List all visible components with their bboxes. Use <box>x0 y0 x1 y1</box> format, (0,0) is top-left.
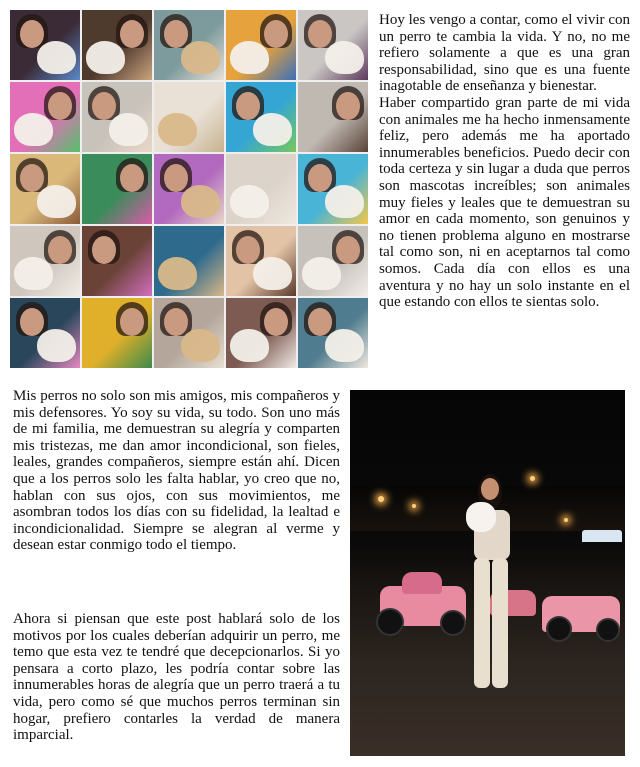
person-face <box>120 20 144 48</box>
conclusion-paragraph: Ahora si piensan que este post hablará solo de los motivos por los cuales deberían adquirir un perro, me temo que esta vez te tendré que decepcionarlos. Si yo pensara a corto plazo, les podría contar sobre las innumerables horas de alegría que un perro traerá a tu vida, pero como sé que muchos perros terminan sin hogar, prefiero contarles la verdad de manera imparcial. <box>13 611 340 744</box>
dog <box>86 41 125 75</box>
person-face <box>336 92 360 120</box>
collage-photo <box>10 298 80 368</box>
collage-photo <box>298 10 368 80</box>
collage-photo <box>298 298 368 368</box>
person-face <box>308 164 332 192</box>
street-light <box>412 504 416 508</box>
collage-photo <box>226 10 296 80</box>
dog <box>14 113 53 147</box>
girl-face <box>481 478 499 500</box>
dog <box>158 113 197 147</box>
dog <box>302 257 341 291</box>
dog <box>325 329 364 363</box>
collage-photo <box>82 154 152 224</box>
person-face <box>20 164 44 192</box>
toy-car-wheel <box>440 610 466 636</box>
dog <box>37 41 76 75</box>
collage-photo <box>10 82 80 152</box>
white-dog <box>466 502 496 532</box>
dog <box>181 329 220 363</box>
person-face <box>120 164 144 192</box>
person-face <box>308 308 332 336</box>
person-face <box>236 92 260 120</box>
collage-photo <box>154 82 224 152</box>
person-face <box>264 308 288 336</box>
tent <box>582 530 622 542</box>
dog <box>181 41 220 75</box>
person-face <box>48 236 72 264</box>
intro-text-block <box>379 12 630 311</box>
dog <box>37 329 76 363</box>
photo-collage <box>10 10 368 368</box>
collage-photo <box>82 226 152 296</box>
dog <box>230 41 269 75</box>
collage-photo <box>226 82 296 152</box>
person-face <box>20 20 44 48</box>
collage-photo <box>154 226 224 296</box>
collage-photo <box>298 154 368 224</box>
collage-photo <box>154 298 224 368</box>
person-face <box>308 20 332 48</box>
person-face <box>164 308 188 336</box>
collage-photo <box>10 226 80 296</box>
collage-photo <box>154 154 224 224</box>
street-light <box>530 476 535 481</box>
dog <box>230 329 269 363</box>
person-face <box>120 308 144 336</box>
girl-leg <box>492 558 508 688</box>
dog <box>109 113 148 147</box>
dog <box>181 185 220 219</box>
collage-photo <box>298 226 368 296</box>
person-face <box>48 92 72 120</box>
dog <box>158 257 197 291</box>
dog <box>230 185 269 219</box>
dog <box>14 257 53 291</box>
friends-paragraph: Mis perros no solo son mis amigos, mis compañeros y mis defensores. Yo soy su vida, su todo. Son uno más de mi familia, me demuestran su alegría y comparten mis tristezas, me dan amor incondicional, son fieles, leales, grandes compañeros, siempre están ahí. Dicen que a los perros solo les falta hablar, yo creo que no, hablan con sus ojos, con sus movimientos, me asombran todos los días con su fidelidad, la lealtad e incondicionalidad. Siempre se alegran al verme y desean estar conmigo todo el tiempo. <box>13 388 340 554</box>
collage-photo <box>226 154 296 224</box>
dog <box>253 113 292 147</box>
collage-photo <box>10 10 80 80</box>
dog <box>253 257 292 291</box>
collage-photo <box>82 298 152 368</box>
collage-photo <box>298 82 368 152</box>
toy-car-seat <box>402 572 442 594</box>
dog <box>325 41 364 75</box>
collage-photo <box>82 82 152 152</box>
toy-car-wheel <box>546 616 572 642</box>
girl-leg <box>474 558 490 688</box>
conclusion-text-block <box>13 611 340 744</box>
dog <box>37 185 76 219</box>
collage-photo <box>154 10 224 80</box>
person-face <box>164 20 188 48</box>
benefits-paragraph: Haber compartido gran parte de mi vida con animales me ha hecho inmensamente feliz, pero además me ha aportado innumerables beneficios. Puedo decir con toda certeza y sin lugar a duda que perros son mascotas increíbles; son animales muy fieles y leales que te demuestran su amor en cada momento, son genuinos y no tienen problema alguno en mostrarse tal como son, ni en aceptarnos tal como somos. Cada día con ellos es una aventura y no hay un solo instante en el que estando con ellos te sientas solo. <box>379 94 630 311</box>
dog <box>325 185 364 219</box>
collage-photo <box>226 298 296 368</box>
street-light <box>564 518 568 522</box>
person-face <box>336 236 360 264</box>
person-face <box>20 308 44 336</box>
person-face <box>264 20 288 48</box>
collage-photo <box>10 154 80 224</box>
collage-photo <box>82 10 152 80</box>
toy-car-wheel <box>596 618 620 642</box>
collage-photo <box>226 226 296 296</box>
toy-car-wheel <box>376 608 404 636</box>
person-face <box>164 164 188 192</box>
person-face <box>92 236 116 264</box>
intro-paragraph: Hoy les vengo a contar, como el vivir con un perro te cambia la vida. Y no, no me refiero solamente a que es una gran responsabilidad, sino que es una fuente inagotable de enseñanza y bienestar. <box>379 12 630 95</box>
night-photo-girl-with-dog <box>350 390 625 756</box>
street-light <box>378 496 384 502</box>
person-face <box>236 236 260 264</box>
friends-text-block <box>13 388 340 554</box>
person-face <box>92 92 116 120</box>
